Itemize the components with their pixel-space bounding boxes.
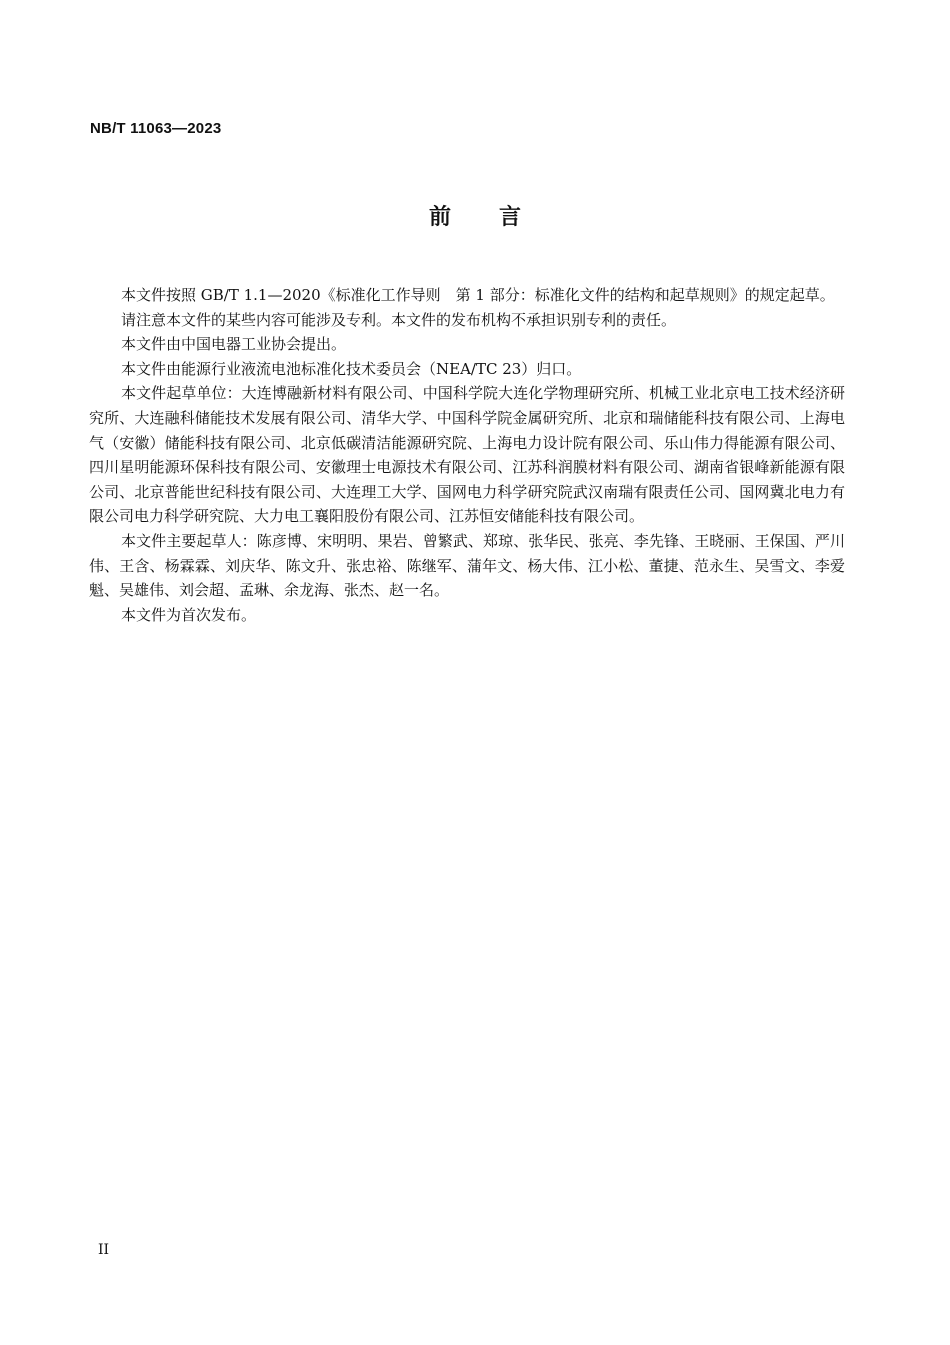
paragraph-proposer: 本文件由中国电器工业协会提出。 [121,335,347,354]
paragraph-first-release: 本文件为首次发布。 [121,605,257,624]
title-char-1: 前 [428,205,451,230]
document-number: NB/T 11063—2023 [90,120,222,137]
title-char-2: 言 [499,205,522,230]
paragraph-patent-notice: 请注意本文件的某些内容可能涉及专利。本文件的发布机构不承担识别专利的责任。 [121,310,677,329]
page-number: II [98,1242,110,1258]
paragraph-drafters: 本文件主要起草人：陈彦博、宋明明、果岩、曾繁武、郑琼、张华民、张亮、李先锋、王晓丽、王保国、严川伟、王含、杨霖霖、刘庆华、陈文升、张忠裕、陈继军、蒲年文、杨大伟、江小松、董捷、范永生、吴雪文、李爱魁、吴雄伟、刘会超、孟琳、余龙海、张杰、赵一名。 [89,531,845,600]
page-title [0,200,950,231]
paragraph-drafting-units: 本文件起草单位：大连博融新材料有限公司、中国科学院大连化学物理研究所、机械工业北京电工技术经济研究所、大连融科储能技术发展有限公司、清华大学、中国科学院金属研究所、北京和瑞储能科技有限公司、上海电气（安徽）储能科技有限公司、北京低碳清洁能源研究院、上海电力设计院有限公司、乐山伟力得能源有限公司、四川星明能源环保科技有限公司、安徽理士电源技术有限公司、江苏科润膜材料有限公司、湖南省银峰新能源有限公司、北京普能世纪科技有限公司、大连理工大学、国网电力科学研究院武汉南瑞有限责任公司、国网冀北电力有限公司电力科学研究院、大力电工襄阳股份有限公司、江苏恒安储能科技有限公司。 [89,384,845,526]
paragraph-drafting-rules: 本文件按照 GB/T 1.1—2020《标准化工作导则 第 1 部分：标准化文件的结构和起草规则》的规定起草。 [121,286,835,304]
paragraph-committee: 本文件由能源行业液流电池标准化技术委员会（NEA/TC 23）归口。 [121,359,582,378]
foreword-body [89,283,845,627]
